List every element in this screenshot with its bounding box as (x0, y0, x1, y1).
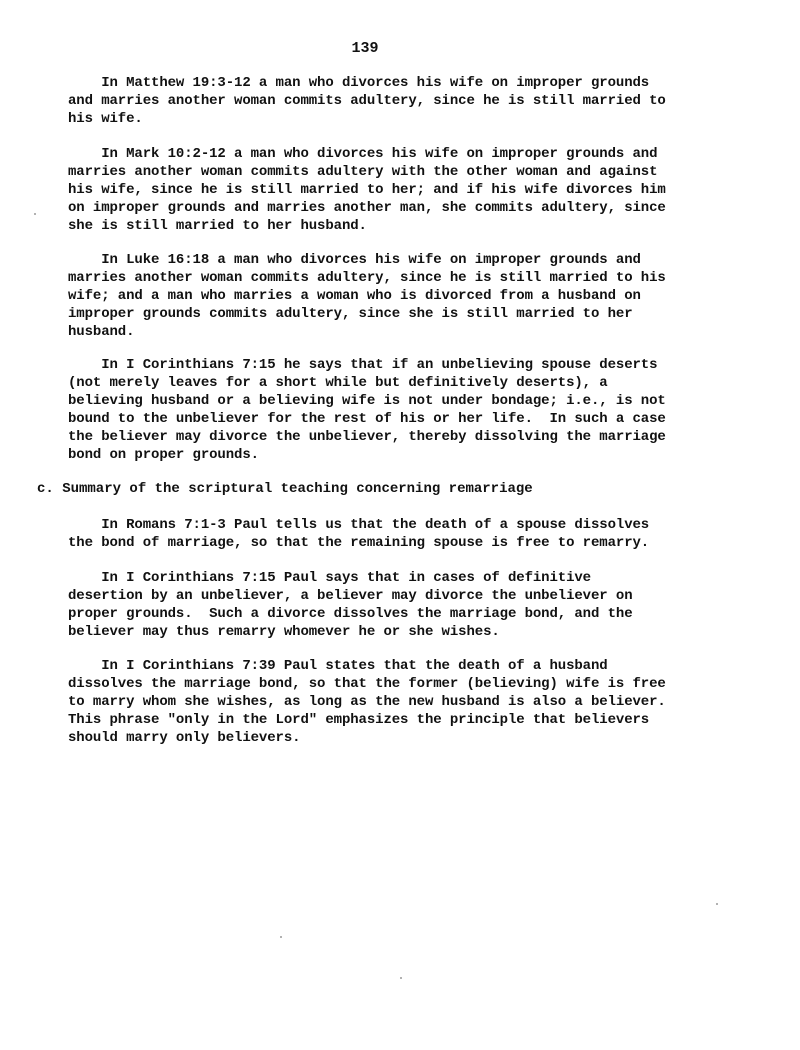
text-line: In I Corinthians 7:15 Paul says that in cases of definitive (68, 570, 591, 586)
text-line: believing husband or a believing wife is not under bondage; i.e., is not (68, 393, 666, 409)
paragraph-luke (68, 251, 728, 341)
paragraph-romans (68, 516, 728, 552)
text-line: his wife. (68, 111, 143, 127)
text-line: This phrase "only in the Lord" emphasizes the principle that believers (68, 712, 650, 728)
paragraph-matthew (68, 74, 728, 128)
text-line: In I Corinthians 7:15 he says that if an unbelieving spouse deserts (68, 357, 658, 373)
paragraph-corinthians-remarry (68, 569, 728, 641)
scan-speck (400, 977, 402, 979)
text-line: marries another woman commits adultery, since he is still married to his (68, 270, 666, 286)
paragraph-mark (68, 145, 728, 235)
scan-speck (280, 936, 282, 938)
page-number: 139 (351, 40, 379, 57)
text-line: the bond of marriage, so that the remaining spouse is free to remarry. (68, 535, 650, 551)
paragraph-corinthians-widow (68, 657, 728, 747)
text-line: dissolves the marriage bond, so that the former (believing) wife is free (68, 676, 666, 692)
text-line: to marry whom she wishes, as long as the new husband is also a believer. (68, 694, 666, 710)
text-line: should marry only believers. (68, 730, 301, 746)
text-line: improper grounds commits adultery, since she is still married to her (68, 306, 633, 322)
text-line: bond on proper grounds. (68, 447, 259, 463)
paragraph-corinthians-desertion (68, 356, 728, 464)
scan-speck (716, 903, 718, 905)
text-line: his wife, since he is still married to her; and if his wife divorces him (68, 182, 666, 198)
text-line: husband. (68, 324, 135, 340)
text-line: and marries another woman commits adultery, since he is still married to (68, 93, 666, 109)
text-line: In Mark 10:2-12 a man who divorces his wife on improper grounds and (68, 146, 658, 162)
text-line: believer may thus remarry whomever he or she wishes. (68, 624, 500, 640)
text-line: desertion by an unbeliever, a believer may divorce the unbeliever on (68, 588, 633, 604)
text-line: wife; and a man who marries a woman who is divorced from a husband on (68, 288, 641, 304)
text-line: on improper grounds and marries another man, she commits adultery, since (68, 200, 666, 216)
text-line: In Matthew 19:3-12 a man who divorces his wife on improper grounds (68, 75, 650, 91)
text-line: marries another woman commits adultery with the other woman and against (68, 164, 658, 180)
text-line: In Luke 16:18 a man who divorces his wife on improper grounds and (68, 252, 641, 268)
text-line: In I Corinthians 7:39 Paul states that the death of a husband (68, 658, 608, 674)
text-line: bound to the unbeliever for the rest of his or her life. In such a case (68, 411, 666, 427)
text-line: In Romans 7:1-3 Paul tells us that the death of a spouse dissolves (68, 517, 650, 533)
text-line: (not merely leaves for a short while but definitively deserts), a (68, 375, 608, 391)
text-line: she is still married to her husband. (68, 218, 367, 234)
text-line: proper grounds. Such a divorce dissolves the marriage bond, and the (68, 606, 633, 622)
scan-speck (34, 213, 36, 215)
text-line: the believer may divorce the unbeliever, thereby dissolving the marriage (68, 429, 666, 445)
section-heading: c. Summary of the scriptural teaching concerning remarriage (37, 481, 533, 497)
